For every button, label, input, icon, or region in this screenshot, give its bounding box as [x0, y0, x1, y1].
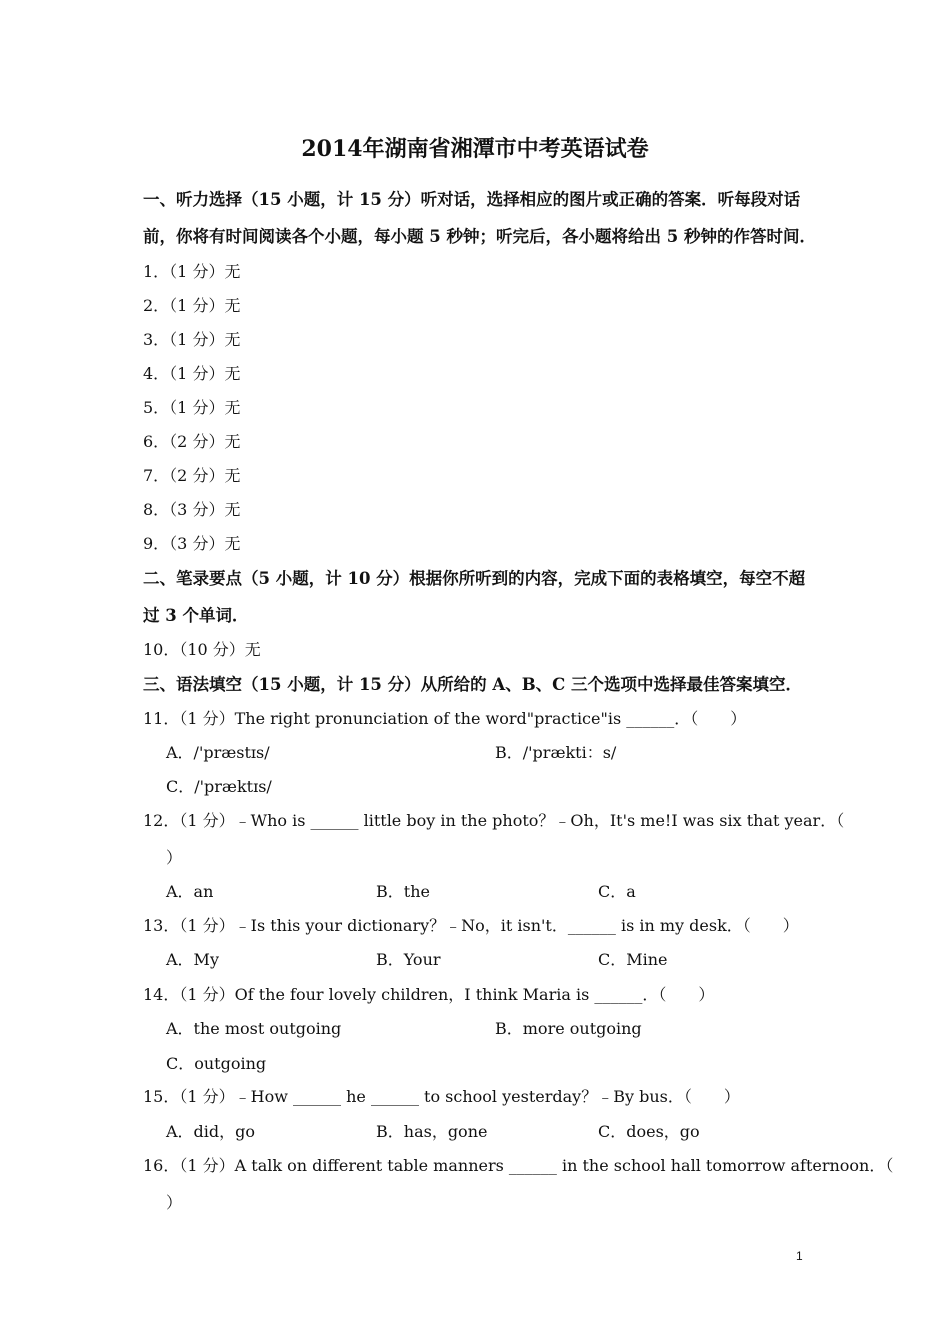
option-a: A．/'præstɪs/ — [166, 743, 270, 762]
question-item: 2．（1 分）无 — [143, 296, 241, 315]
option-c: C．/'præktɪs/ — [166, 777, 272, 796]
option-a: A．did，go — [166, 1122, 256, 1141]
option-b: B．Your — [376, 950, 441, 969]
option-c: C．outgoing — [166, 1054, 267, 1073]
option-c: C．does，go — [598, 1122, 700, 1141]
question-item: 8．（3 分）无 — [143, 500, 241, 519]
option-b: B．has，gone — [376, 1122, 488, 1141]
question-stem-continuation: ） — [166, 1193, 183, 1212]
section1-heading-line2: 前，你将有时间阅读各个小题，每小题 5 秒钟；听完后，各小题将给出 5 秒钟的作答时间． — [143, 227, 816, 246]
question-item: 6．（2 分）无 — [143, 432, 241, 451]
question-item: 3．（1 分）无 — [143, 330, 241, 349]
section2-heading-line1: 二、笔录要点（5 小题，计 10 分）根据你所听到的内容，完成下面的表格填空，每空不超 — [143, 569, 806, 588]
option-b: B．more outgoing — [495, 1019, 642, 1038]
section3-heading: 三、语法填空（15 小题，计 15 分）从所给的 A、B、C 三个选项中选择最佳答案填空． — [143, 675, 803, 694]
option-a: A．the most outgoing — [166, 1019, 342, 1038]
question-stem: 14．（1 分）Of the four lovely children，I think Maria is ______．（ ） — [143, 985, 715, 1004]
question-item: 5．（1 分）无 — [143, 398, 241, 417]
option-a: A．an — [166, 882, 214, 901]
question-stem: 16．（1 分）A talk on different table manners ______ in the school hall tomorrow afternoon．（ — [143, 1156, 894, 1175]
question-item: 10．（10 分）无 — [143, 640, 261, 659]
question-stem-continuation: ） — [166, 848, 183, 867]
section2-heading-line2: 过 3 个单词． — [143, 606, 249, 625]
option-b: B．the — [376, 882, 430, 901]
question-stem: 13．（1 分）﹣Is this your dictionary？﹣No，it isn't．______ is in my desk．（ ） — [143, 916, 799, 935]
question-item: 4．（1 分）无 — [143, 364, 241, 383]
question-item: 9．（3 分）无 — [143, 534, 241, 553]
option-c: C．Mine — [598, 950, 668, 969]
section1-heading-line1: 一、听力选择（15 小题，计 15 分）听对话，选择相应的图片或正确的答案．听每段对话 — [143, 190, 801, 209]
question-item: 7．（2 分）无 — [143, 466, 241, 485]
page-title: 2014年湖南省湘潭市中考英语试卷 — [301, 136, 649, 162]
question-stem: 15．（1 分）﹣How ______ he ______ to school yesterday？﹣By bus．（ ） — [143, 1087, 740, 1106]
option-a: A．My — [166, 950, 219, 969]
option-c: C．a — [598, 882, 636, 901]
question-stem: 12．（1 分）﹣Who is ______ little boy in the photo？﹣Oh，It's me!I was six that year．（ — [143, 811, 845, 830]
page-number: 1 — [796, 1249, 803, 1263]
question-item: 1．（1 分）无 — [143, 262, 241, 281]
option-b: B．/'prækti：s/ — [495, 743, 617, 762]
question-stem: 11．（1 分）The right pronunciation of the word"practice"is ______．（ ） — [143, 709, 747, 728]
